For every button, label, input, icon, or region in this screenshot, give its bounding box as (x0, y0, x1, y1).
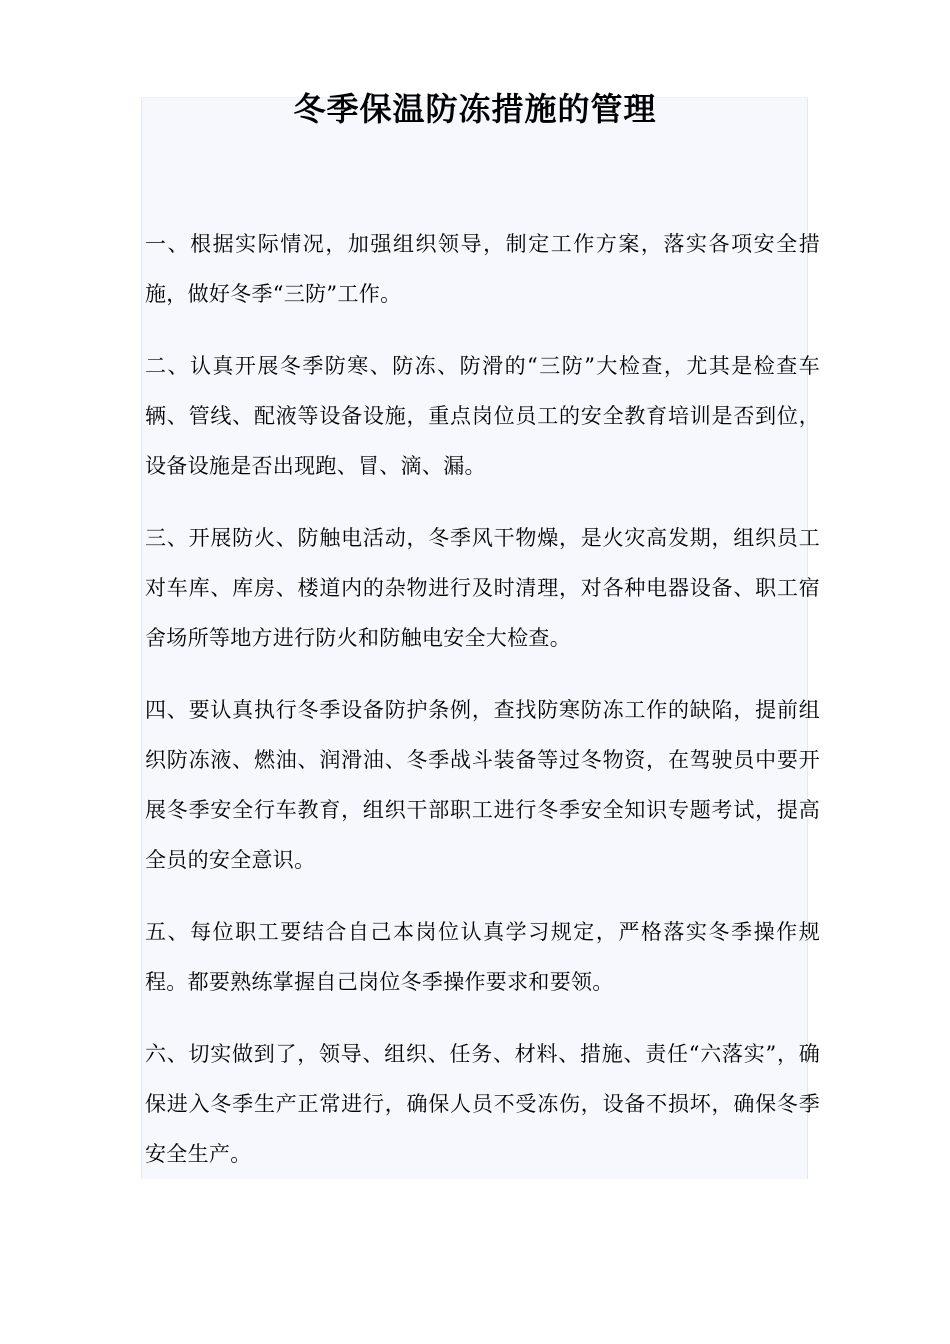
paragraph-5: 五、每位职工要结合自己本岗位认真学习规定，严格落实冬季操作规程。都要熟练掌握自己岗位冬季操作要求和要领。 (145, 920, 820, 994)
paragraph-1: 一、根据实际情况，加强组织领导，制定工作方案，落实各项安全措施，做好冬季“三防”工作。 (145, 232, 820, 306)
paragraph-3: 三、开展防火、防触电活动，冬季风干物燥，是火灾高发期，组织员工对车库、库房、楼道内的杂物进行及时清理，对各种电器设备、职工宿舍场所等地方进行防火和防触电安全大检查。 (145, 526, 820, 650)
paragraph-6: 六、切实做到了，领导、组织、任务、材料、措施、责任“六落实”，确保进入冬季生产正常进行，确保人员不受冻伤，设备不损坏，确保冬季安全生产。 (145, 1042, 820, 1166)
paragraph-4: 四、要认真执行冬季设备防护条例，查找防寒防冻工作的缺陷，提前组织防冻液、燃油、润滑油、冬季战斗装备等过冬物资，在驾驶员中要开展冬季安全行车教育，组织干部职工进行冬季安全知识专题考试，提高全员的安全意识。 (145, 698, 820, 872)
document-title: 冬季保温防冻措施的管理 (293, 90, 657, 128)
paragraph-2: 二、认真开展冬季防寒、防冻、防滑的“三防”大检查，尤其是检查车辆、管线、配液等设备设施，重点岗位员工的安全教育培训是否到位，设备设施是否出现跑、冒、滴、漏。 (145, 354, 820, 478)
document-body (145, 219, 820, 1201)
